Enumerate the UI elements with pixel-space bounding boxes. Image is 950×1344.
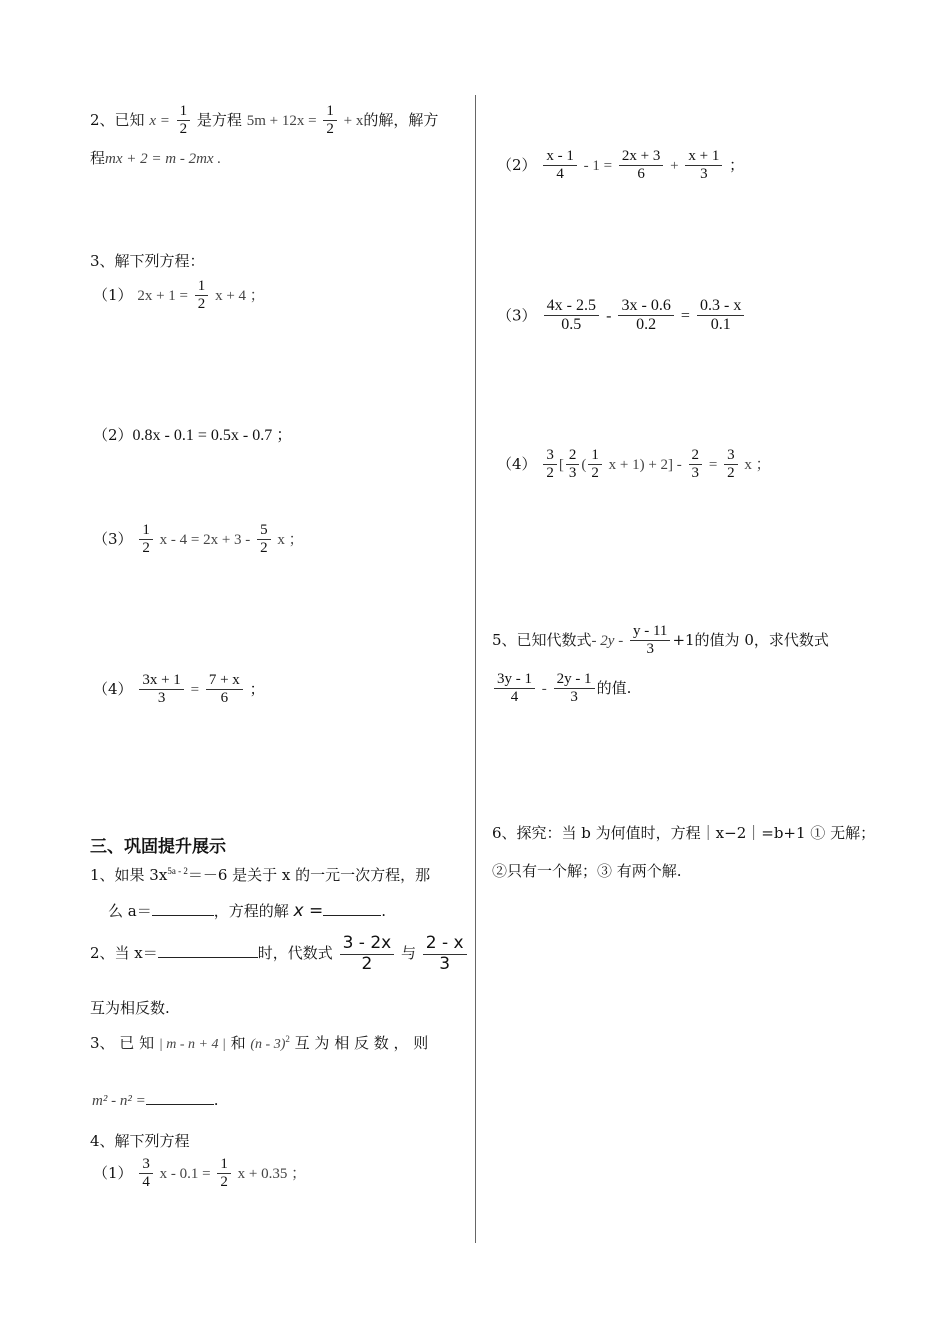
q2-eq-rhs: + x: [343, 112, 364, 129]
s3-q1-line1: 1、如果 $3x^{5a - 2}=-6$ 是关于 x 的一元一次方程，那: [90, 866, 431, 884]
s3-q1-line2: 么 a＝ ，方程的解 x = .: [108, 901, 387, 921]
q2-line2-text: 程: [90, 149, 106, 167]
q2-text: 2、已知: [90, 110, 145, 129]
r-q5-line1: 5、已知代数式- 2y - $\frac{y - 11}{3}$ +1的值为 0，求代数式: [492, 623, 829, 658]
column-divider: [475, 95, 476, 1243]
q2-text-c: 的解，解方: [363, 110, 439, 129]
answer-blank-q2[interactable]: [158, 943, 258, 958]
q3-part1: （1） 2x + 1 = $\frac{1}{2}$ x + 4 ；: [93, 278, 265, 313]
q3-part3: （3） $\frac{1}{2}$ x - 4 = 2x + 3 - $\frac{5}{2}$ x ；: [93, 522, 304, 557]
q2-x-eq: x =: [149, 112, 170, 129]
answer-blank-q3[interactable]: [146, 1090, 214, 1105]
r-q5-line2: $\frac{3y - 1}{4}$ - $\frac{2y - 1}{3}$ 的值.: [492, 671, 631, 707]
q2-eq-lhs: 5m + 12x =: [246, 112, 317, 129]
q2-fraction-half: $\frac{1}{2}$: [177, 103, 191, 139]
q2-eq-fraction: $\frac{1}{2}$: [323, 103, 337, 139]
s3-q4-part1: （1） $\frac{3}{4}$ x - 0.1 = $\frac{1}{2}$ x + 0.35 ；: [93, 1156, 307, 1191]
r-part3: （3） $\frac{4x - 2.5}{0.5}$ - $\frac{3x - 0.6}{0.2}$ = $\frac{0.3 - x}{0.1}$: [497, 297, 746, 335]
left-q2-line2: [90, 147, 221, 168]
s3-q2-line2: 互为相反数.: [90, 999, 170, 1017]
q3-part4: （4） $\frac{3x + 1}{3}$ = $\frac{7 + x}{6}$ ；: [93, 672, 265, 707]
q3-title: 3、解下列方程：: [90, 252, 205, 270]
q3-part2: （2）0.8x - 0.1 = 0.5x - 0.7 ；: [93, 426, 293, 444]
r-q6-line2: ②只有一个解；③ 有两个解.: [492, 862, 682, 880]
s3-q3-line1: 3、 已 知 | m - n + 4 | 和 (n - 3)$^2$ 互 为 相 反 数 ， 则: [90, 1034, 429, 1052]
left-q2-line1: [90, 103, 438, 139]
r-part4: （4） $\frac{3}{2}$ [ $\frac{2}{3}$ ( $\frac{1}{2}$ x + 1) + 2] - $\frac{2}{3}$ = $\frac{3}{2}$ x ；: [497, 447, 771, 482]
s3-q2-line1: 2、当 x＝ 时，代数式 $\frac{3 - 2x}{2}$ 与 $\frac{2 - x}{3}$: [90, 934, 469, 974]
answer-blank-x[interactable]: [323, 901, 381, 916]
s3-q3-line2: m² - n² = .: [92, 1091, 219, 1109]
r-q6-line1: 6、探究：当 b 为何值时，方程｜x−2｜=b+1 ① 无解；: [492, 824, 876, 842]
q2-text-b: 是方程: [196, 110, 242, 129]
r-part2: （2） $\frac{x - 1}{4}$ - 1 = $\frac{2x + 3}{6}$ + $\frac{x + 1}{3}$ ；: [497, 148, 745, 183]
section3-heading: 三、巩固提升展示: [90, 837, 226, 857]
s3-q4-title: 4、解下列方程: [90, 1132, 190, 1150]
answer-blank-a[interactable]: [152, 901, 214, 916]
q2-line2-eq: mx + 2 = m - 2mx .: [105, 151, 222, 167]
